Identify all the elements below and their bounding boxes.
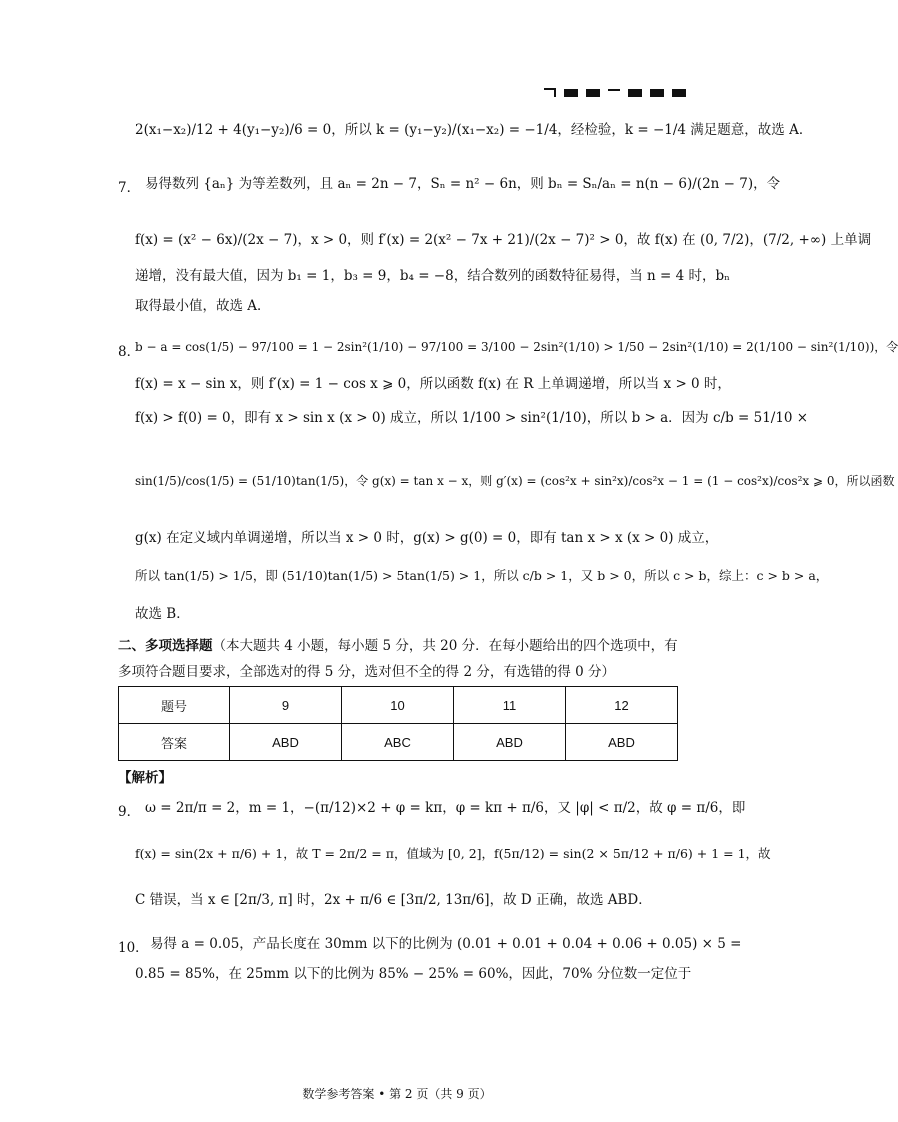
- table-cell: 9: [230, 687, 342, 724]
- q6-tail-line: 2(x₁−x₂)/12 + 4(y₁−y₂)/6 = 0，所以 k = (y₁−y₂)/(x₁−x₂) = −1/4，经检验，k = −1/4 满足题意，故选 A．: [135, 122, 813, 138]
- section-2-heading: 二、多项选择题: [118, 638, 213, 654]
- q8-line-4: sin(1/5)/cos(1/5) = (51/10)tan(1/5)，令 g(x) = tan x − x，则 g′(x) = (cos²x + sin²x)/cos²x − 1 = (1 − cos²x)/cos²x ⩾ 0，所以函数: [135, 474, 895, 488]
- mark-block-icon: [586, 89, 600, 97]
- q7-line-2: f(x) = (x² − 6x)/(2x − 7)，x > 0，则 f′(x) = 2(x² − 7x + 21)/(2x − 7)² > 0，故 f(x) 在 (0, 7/2)，(7/2, +∞) 上单调: [135, 232, 872, 248]
- corner-bracket-icon: [544, 88, 556, 97]
- q8-line-1: b − a = cos(1/5) − 97/100 = 1 − 2sin²(1/10) − 97/100 = 3/100 − 2sin²(1/10) > 1/50 − 2sin²(1/10) = 2(1/100 − sin²(1/10))，令: [135, 340, 898, 354]
- table-row: [119, 724, 678, 761]
- table-cell: ABD: [454, 724, 566, 761]
- q10-line-2: 0.85 = 85%，在 25mm 以下的比例为 85% − 25% = 60%，因此，70% 分位数一定位于: [135, 966, 692, 982]
- page-footer: 数学参考答案 • 第 2 页（共 9 页）: [302, 1087, 492, 1101]
- section-2-desc-1: （本大题共 4 小题，每小题 5 分，共 20 分．在每小题给出的四个选项中，有: [212, 638, 678, 654]
- table-cell: 11: [454, 687, 566, 724]
- corner-marks: [544, 88, 686, 97]
- table-cell: ABD: [230, 724, 342, 761]
- q10-number: 10．: [118, 940, 149, 956]
- answer-table: [118, 686, 678, 761]
- q8-line-7: 故选 B．: [135, 606, 190, 622]
- mark-block-icon: [672, 89, 686, 97]
- table-cell: ABD: [566, 724, 678, 761]
- table-cell: 12: [566, 687, 678, 724]
- q8-number: 8．: [118, 344, 141, 360]
- q9-line-3: C 错误，当 x ∈ [2π/3, π] 时，2x + π/6 ∈ [3π/2, 13π/6]，故 D 正确，故选 ABD．: [135, 892, 652, 908]
- mark-block-icon: [628, 89, 642, 97]
- q8-line-2: f(x) = x − sin x，则 f′(x) = 1 − cos x ⩾ 0，所以函数 f(x) 在 R 上单调递增，所以当 x > 0 时，: [135, 376, 731, 392]
- mark-dash-icon: [608, 89, 620, 91]
- table-row: [119, 687, 678, 724]
- q7-number: 7．: [118, 180, 141, 196]
- q7-line-1: 易得数列 {aₙ} 为等差数列，且 aₙ = 2n − 7，Sₙ = n² − 6n，则 bₙ = Sₙ/aₙ = n(n − 6)/(2n − 7)，令: [145, 176, 781, 192]
- mark-block-icon: [650, 89, 664, 97]
- q9-line-1: ω = 2π/π = 2，m = 1，−(π/12)×2 + φ = kπ，φ = kπ + π/6，又 |φ| < π/2，故 φ = π/6，即: [145, 800, 746, 816]
- q8-line-3: f(x) > f(0) = 0，即有 x > sin x (x > 0) 成立，所以 1/100 > sin²(1/10)，所以 b > a．因为 c/b = 51/10 ×: [135, 410, 809, 426]
- analysis-heading: 【解析】: [118, 770, 172, 786]
- mark-block-icon: [564, 89, 578, 97]
- section-2-header: [118, 634, 678, 654]
- q7-line-3: 递增，没有最大值，因为 b₁ = 1，b₃ = 9，b₄ = −8，结合数列的函数特征易得，当 n = 4 时，bₙ: [135, 268, 730, 284]
- q10-line-1: 易得 a = 0.05，产品长度在 30mm 以下的比例为 (0.01 + 0.01 + 0.04 + 0.06 + 0.05) × 5 =: [150, 936, 742, 952]
- q9-line-2: f(x) = sin(2x + π/6) + 1，故 T = 2π/2 = π，值域为 [0, 2]，f(5π/12) = sin(2 × 5π/12 + π/6) + 1 = 1，故: [135, 846, 771, 861]
- q8-line-5: g(x) 在定义域内单调递增，所以当 x > 0 时，g(x) > g(0) = 0，即有 tan x > x (x > 0) 成立，: [135, 530, 719, 546]
- table-cell: 10: [342, 687, 454, 724]
- table-cell: ABC: [342, 724, 454, 761]
- table-row-label: 题号: [119, 687, 230, 724]
- section-2-desc-2: 多项符合题目要求，全部选对的得 5 分，选对但不全的得 2 分，有选错的得 0 分）: [118, 664, 616, 680]
- q8-line-6: 所以 tan(1/5) > 1/5，即 (51/10)tan(1/5) > 5tan(1/5) > 1，所以 c/b > 1，又 b > 0，所以 c > b，综上：c > b > a，: [135, 568, 829, 583]
- table-row-label: 答案: [119, 724, 230, 761]
- q9-number: 9．: [118, 804, 141, 820]
- q7-line-4: 取得最小值，故选 A．: [135, 298, 271, 314]
